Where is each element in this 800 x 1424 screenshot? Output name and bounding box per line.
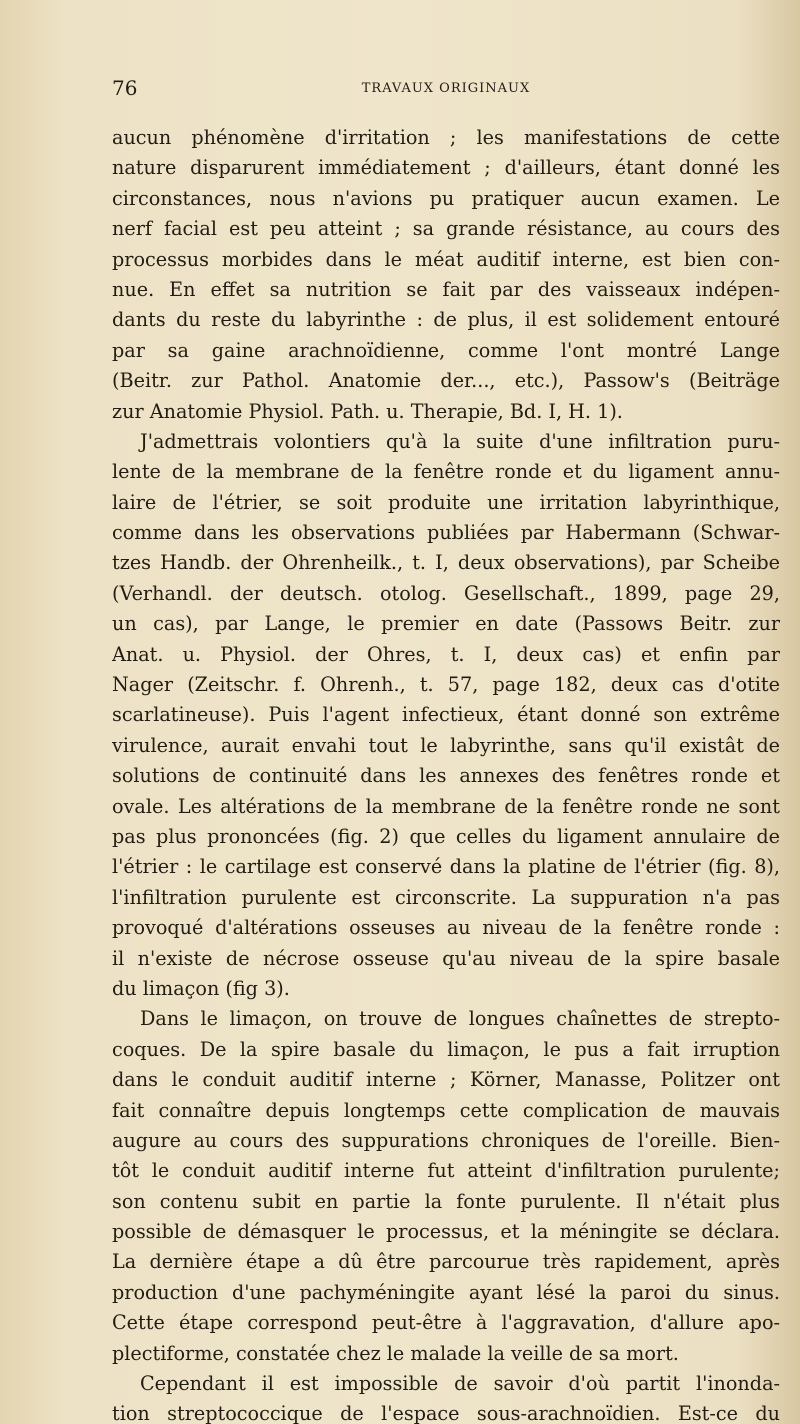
text-line: aucun phénomène d'irritation ; les manifestations de cette [112, 126, 780, 149]
text-line: solutions de continuité dans les annexes des fenêtres ronde et [112, 764, 780, 788]
text-line: Nager (Zeitschr. f. Ohrenh., t. 57, page 182, deux cas d'otite [112, 673, 780, 697]
text-line: dans le conduit auditif interne ; Körner, Manasse, Politzer ont [112, 1068, 780, 1092]
text-line: processus morbides dans le méat auditif interne, est bien con- [112, 247, 780, 271]
text-line: La dernière étape a dû être parcourue très rapidement, après [112, 1250, 780, 1274]
text-line: nerf facial est peu atteint ; sa grande résistance, au cours des [112, 217, 780, 241]
text-line: scarlatineuse). Puis l'agent infectieux, étant donné son extrême [112, 703, 780, 727]
text-line: Cette étape correspond peut-être à l'aggravation, d'allure apo- [112, 1311, 780, 1335]
text-line: son contenu subit en partie la fonte purulente. Il n'était plus [112, 1189, 780, 1213]
text-line: J'admettrais volontiers qu'à la suite d'une infiltration puru- [140, 429, 780, 453]
text-line: fait connaître depuis longtemps cette complication de mauvais [112, 1098, 780, 1122]
text-line: nue. En effet sa nutrition se fait par des vaisseaux indépen- [112, 277, 780, 301]
text-line: tion streptococcique de l'espace sous-arachnoïdien. Est-ce du [112, 1402, 780, 1424]
text-line: provoqué d'altérations osseuses au niveau de la fenêtre ronde : [112, 916, 780, 940]
text-line: du limaçon (fig 3). [112, 976, 290, 1000]
text-line: Dans le limaçon, on trouve de longues chaînettes de strepto- [140, 1007, 780, 1031]
text-line: par sa gaine arachnoïdienne, comme l'ont montré Lange [112, 338, 780, 362]
text-line: zur Anatomie Physiol. Path. u. Therapie, Bd. I, H. 1). [112, 399, 623, 423]
text-line: pas plus prononcées (fig. 2) que celles du ligament annulaire de [112, 824, 780, 848]
text-line: dants du reste du labyrinthe : de plus, il est solidement entouré [112, 308, 780, 332]
text-line: nature disparurent immédiatement ; d'ailleurs, étant donné les [112, 156, 780, 180]
body-text [112, 123, 780, 1424]
text-line: l'infiltration purulente est circonscrite. La suppuration n'a pas [112, 885, 780, 909]
text-line: coques. De la spire basale du limaçon, le pus a fait irruption [112, 1037, 780, 1061]
text-line: production d'une pachyméningite ayant lésé la paroi du sinus. [112, 1280, 780, 1304]
page-header [112, 76, 780, 102]
text-line: plectiforme, constatée chez le malade la veille de sa mort. [112, 1341, 679, 1365]
text-line: possible de démasquer le processus, et la méningite se déclara. [112, 1220, 780, 1244]
page-number: 76 [112, 76, 138, 100]
text-line: tzes Handb. der Ohrenheilk., t. I, deux observations), par Scheibe [112, 551, 780, 575]
text-line: lente de la membrane de la fenêtre ronde et du ligament annu- [112, 460, 780, 484]
text-line: laire de l'étrier, se soit produite une irritation labyrinthique, [112, 490, 780, 514]
text-line: ovale. Les altérations de la membrane de la fenêtre ronde ne sont [112, 794, 780, 818]
text-line: comme dans les observations publiées par Habermann (Schwar- [112, 521, 780, 545]
text-line: augure au cours des suppurations chroniques de l'oreille. Bien- [112, 1128, 780, 1152]
text-line: Cependant il est impossible de savoir d'où partit l'inonda- [140, 1372, 780, 1396]
text-line: circonstances, nous n'avions pu pratiquer aucun examen. Le [112, 186, 780, 210]
text-line: Anat. u. Physiol. der Ohres, t. I, deux cas) et enfin par [112, 642, 780, 666]
text-line: (Verhandl. der deutsch. otolog. Gesellschaft., 1899, page 29, [112, 581, 780, 605]
text-line: (Beitr. zur Pathol. Anatomie der..., etc.), Passow's (Beiträge [112, 369, 780, 393]
running-title: TRAVAUX ORIGINAUX [361, 81, 531, 96]
text-line: l'étrier : le cartilage est conservé dans la platine de l'étrier (fig. 8), [112, 855, 780, 879]
text-line: un cas), par Lange, le premier en date (Passows Beitr. zur [112, 612, 780, 636]
text-line: il n'existe de nécrose osseuse qu'au niveau de la spire basale [112, 946, 780, 970]
text-line: tôt le conduit auditif interne fut atteint d'infiltration purulente; [112, 1159, 780, 1183]
text-line: virulence, aurait envahi tout le labyrinthe, sans qu'il existât de [112, 733, 780, 757]
